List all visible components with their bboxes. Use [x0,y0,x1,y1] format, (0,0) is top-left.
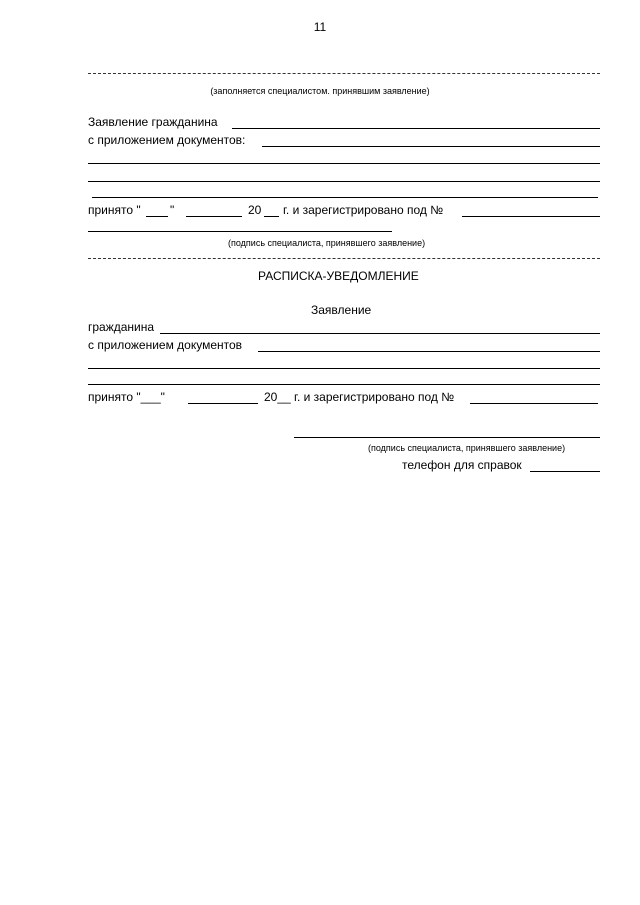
quote-close: " [170,203,175,217]
phone-field[interactable] [530,471,600,472]
receipt-attachments-field-3[interactable] [88,384,600,385]
receipt-accepted-text: принято "___" [88,390,165,404]
year-prefix: 20 [248,203,262,217]
receipt-attachments-field-1[interactable] [258,351,600,352]
attachments-field-4[interactable] [92,197,598,198]
month-field[interactable] [186,216,242,217]
day-field[interactable] [146,216,168,217]
page-number: 11 [313,20,327,34]
receipt-attachments-label: с приложением документов [88,338,243,352]
fill-note: (заполняется специалистом. принявшим заявление) [210,86,430,96]
receipt-month-field[interactable] [188,403,258,404]
attachments-field-2[interactable] [88,163,600,164]
attachments-label: с приложением документов: [88,133,246,147]
phone-label: телефон для справок [402,458,522,472]
attachments-field-3[interactable] [88,181,600,182]
receipt-signature-note: (подпись специалиста, принявшего заявление) [368,443,566,453]
registered-text: г. и зарегистрировано под № [283,203,444,217]
signature-note: (подпись специалиста, принявшего заявление) [228,238,426,248]
receipt-year-text: 20__ г. и зарегистрировано под № [264,390,455,404]
receipt-signature-field[interactable] [294,437,600,438]
statement-label: Заявление гражданина [88,115,218,129]
receipt-registration-number-field[interactable] [470,403,598,404]
registration-number-field[interactable] [462,216,600,217]
separator-middle [88,258,600,259]
receipt-statement-label: Заявление [311,303,372,317]
signature-field[interactable] [88,231,392,232]
year-field[interactable] [264,216,279,217]
receipt-title: РАСПИСКА-УВЕДОМЛЕНИЕ [258,269,419,283]
receipt-citizen-label: гражданина [88,320,155,334]
attachments-field-1[interactable] [262,146,600,147]
receipt-citizen-field[interactable] [160,333,600,334]
separator-top [88,73,600,74]
citizen-name-field[interactable] [232,128,600,129]
receipt-attachments-field-2[interactable] [88,368,600,369]
accepted-prefix: принято " [88,203,141,217]
